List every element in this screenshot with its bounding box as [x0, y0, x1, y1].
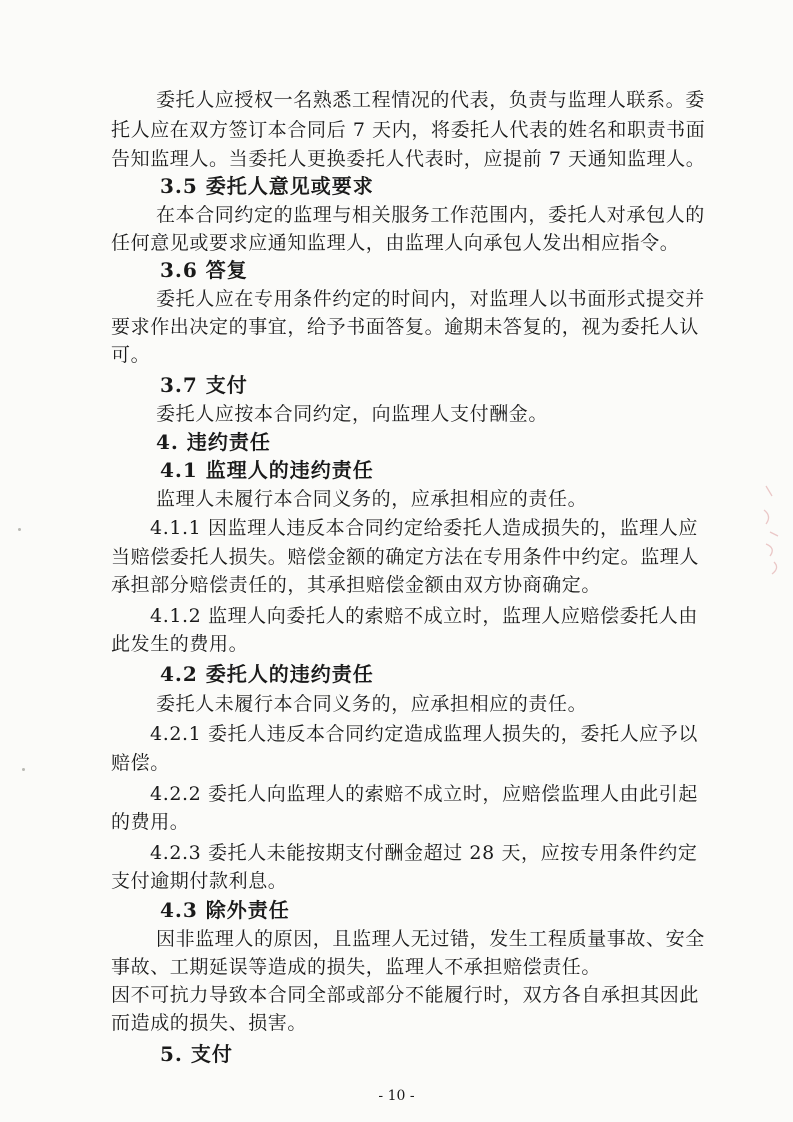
- para-3-7-line-1: 委托人应按本合同约定，向监理人支付酬金。: [156, 403, 549, 425]
- para-4-1-line-1: 监理人未履行本合同义务的，应承担相应的责任。: [156, 488, 588, 510]
- para-4-3-line-3: 因不可抗力导致本合同全部或部分不能履行时，双方各自承担其因此: [111, 984, 700, 1006]
- heading-3-7: 3.7 支付: [160, 373, 248, 397]
- para-4-2-3-line-2: 支付逾期付款利息。: [111, 870, 288, 892]
- para-4-2-1-line-2: 赔偿。: [111, 752, 170, 774]
- para-4-2-1-line-1: 4.2.1 委托人违反本合同约定造成监理人损失的，委托人应予以: [150, 723, 698, 745]
- heading-4-2: 4.2 委托人的违约责任: [160, 662, 374, 686]
- para-4-3-line-4: 而造成的损失、损害。: [111, 1012, 308, 1034]
- para-4-1-2-line-1: 4.1.2 监理人向委托人的索赔不成立时，监理人应赔偿委托人由: [150, 605, 698, 627]
- para-4-2-2-line-2: 的费用。: [111, 811, 190, 833]
- heading-3-5: 3.5 委托人意见或要求: [160, 174, 374, 198]
- page-number: - 10 -: [378, 1088, 415, 1104]
- heading-3-6: 3.6 答复: [160, 258, 248, 282]
- scan-speck: [22, 768, 25, 771]
- para-1-line-1: 委托人应授权一名熟悉工程情况的代表，负责与监理人联系。委: [156, 89, 705, 111]
- para-4-1-1-line-2: 当赔偿委托人损失。赔偿金额的确定方法在专用条件中约定。监理人: [111, 546, 700, 568]
- para-3-6-line-3: 可。: [111, 344, 151, 366]
- para-3-5-line-1: 在本合同约定的监理与相关服务工作范围内，委托人对承包人的: [156, 204, 705, 226]
- para-3-5-line-2: 任何意见或要求应通知监理人，由监理人向承包人发出相应指令。: [111, 232, 680, 254]
- margin-stamp-mark: [760, 480, 788, 590]
- heading-4-3: 4.3 除外责任: [160, 898, 290, 922]
- para-3-6-line-2: 要求作出决定的事宜，给予书面答复。逾期未答复的，视为委托人认: [111, 316, 700, 338]
- para-1-line-3: 告知监理人。当委托人更换委托人代表时，应提前 7 天通知监理人。: [111, 148, 706, 170]
- para-4-2-line-1: 委托人未履行本合同义务的，应承担相应的责任。: [156, 693, 588, 715]
- para-4-1-2-line-2: 此发生的费用。: [111, 633, 249, 655]
- para-4-3-line-1: 因非监理人的原因，且监理人无过错，发生工程质量事故、安全: [156, 928, 705, 950]
- heading-4-1: 4.1 监理人的违约责任: [160, 458, 374, 482]
- para-4-3-line-2: 事故、工期延误等造成的损失，监理人不承担赔偿责任。: [111, 956, 602, 978]
- heading-4: 4. 违约责任: [156, 430, 271, 454]
- heading-5: 5. 支付: [160, 1042, 233, 1066]
- para-4-2-2-line-1: 4.2.2 委托人向监理人的索赔不成立时，应赔偿监理人由此引起: [150, 783, 698, 805]
- para-1-line-2: 托人应在双方签订本合同后 7 天内，将委托人代表的姓名和职责书面: [111, 119, 706, 141]
- scan-speck: [18, 528, 21, 531]
- para-4-1-1-line-1: 4.1.1 因监理人违反本合同约定给委托人造成损失的，监理人应: [150, 517, 698, 539]
- para-4-2-3-line-1: 4.2.3 委托人未能按期支付酬金超过 28 天，应按专用条件约定: [150, 842, 698, 864]
- para-3-6-line-1: 委托人应在专用条件约定的时间内，对监理人以书面形式提交并: [156, 288, 705, 310]
- para-4-1-1-line-3: 承担部分赔偿责任的，其承担赔偿金额由双方协商确定。: [111, 574, 602, 596]
